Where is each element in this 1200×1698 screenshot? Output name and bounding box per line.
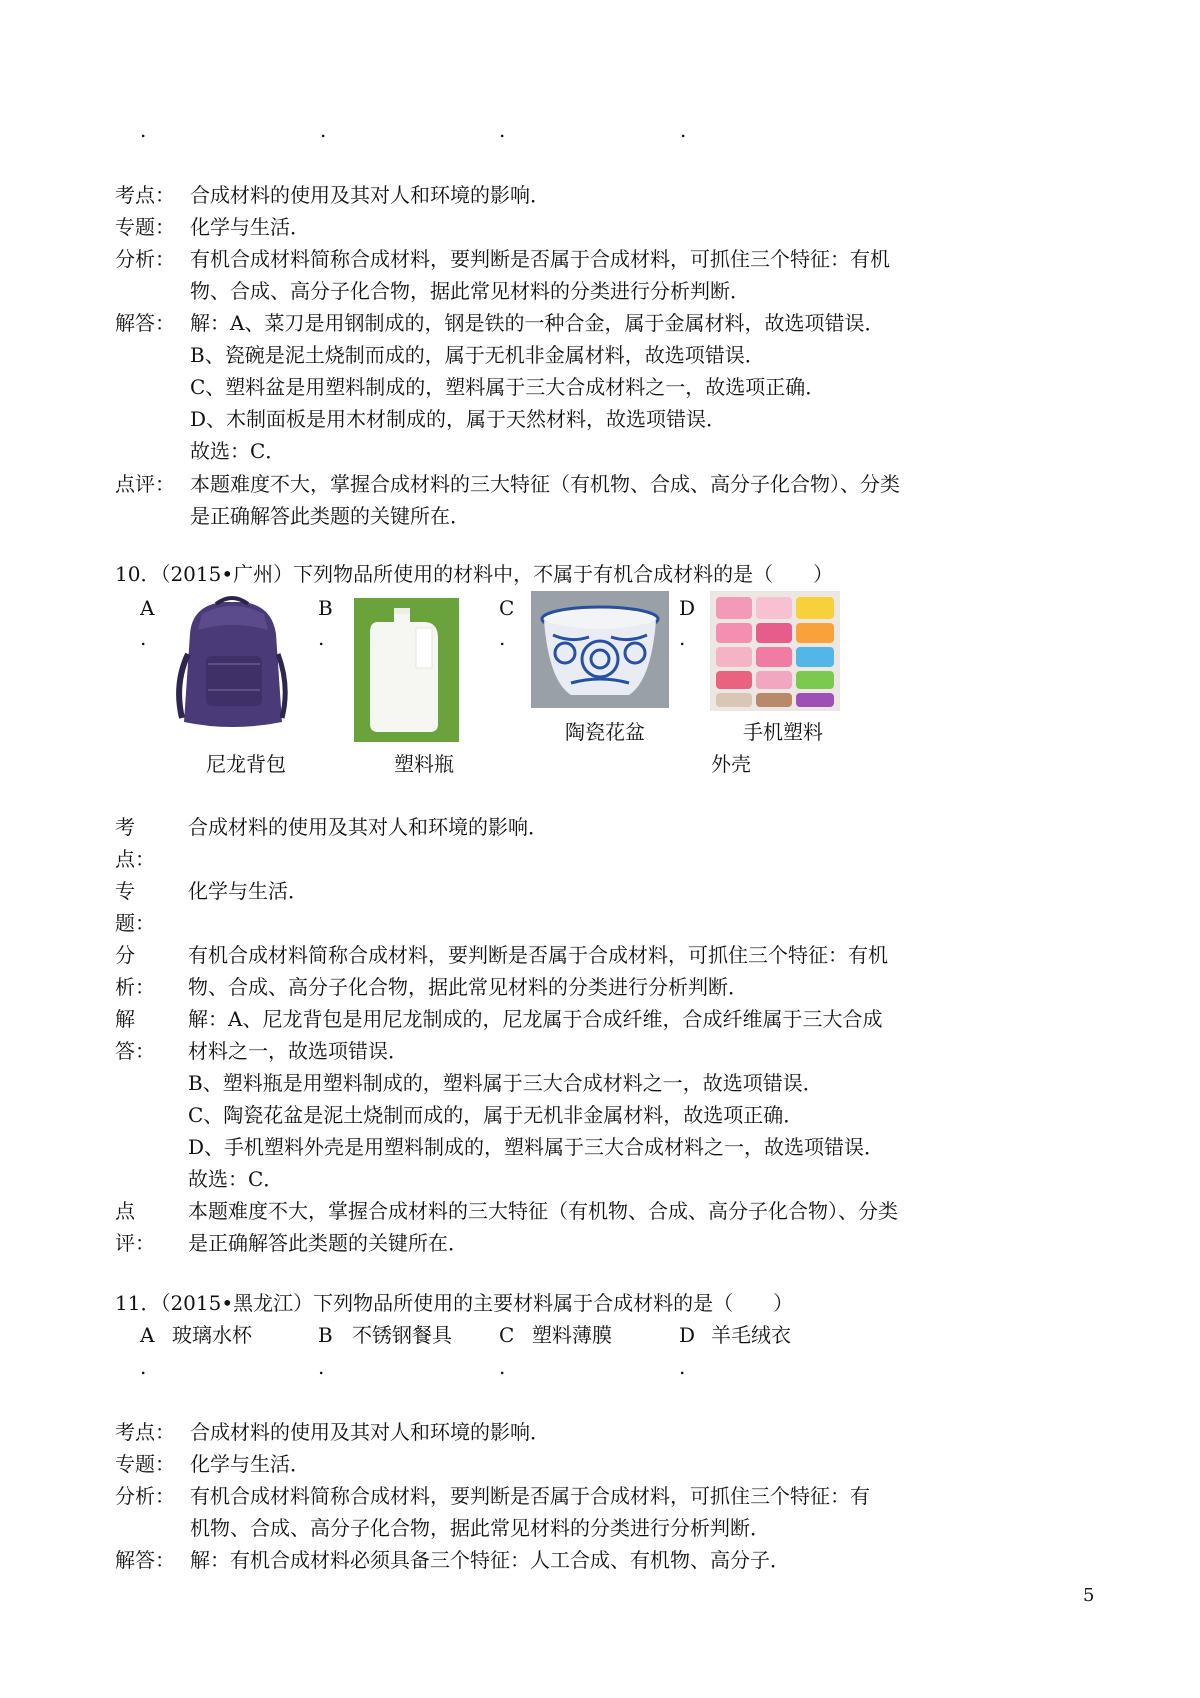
q11-option-dot: .: [140, 1355, 147, 1379]
zhuanti-label: 专题：: [115, 215, 175, 239]
q10-option-a-caption: 尼龙背包: [206, 752, 286, 776]
dianping-text: 本题难度不大，掌握合成材料的三大特征（有机物、合成、高分子化合物）、分类: [188, 1199, 898, 1223]
jieda-label: 解答：: [115, 1548, 175, 1572]
dianping-text: 本题难度不大，掌握合成材料的三大特征（有机物、合成、高分子化合物）、分类: [190, 472, 900, 496]
q10-option-c-dot: .: [499, 626, 506, 650]
fenxi-text: 物、合成、高分子化合物，据此常见材料的分类进行分析判断．: [188, 975, 748, 999]
q10-option-b-caption: 塑料瓶: [394, 752, 454, 776]
q11-option-d-letter: D: [679, 1323, 696, 1347]
dianping-label: 点: [115, 1199, 135, 1223]
jieda-text: 故选：C．: [190, 439, 286, 463]
q11-option-a-letter: A: [140, 1323, 155, 1347]
q10-option-a-letter: A: [140, 596, 155, 620]
q11-option-b-text: 不锈钢餐具: [352, 1323, 452, 1347]
q10-option-d-caption: 外壳: [711, 752, 751, 776]
fenxi-text: 有机合成材料简称合成材料，要判断是否属于合成材料，可抓住三个特征：有机: [188, 943, 888, 967]
zhuanti-text: 化学与生活．: [190, 1452, 310, 1476]
kaodian-label: 点：: [115, 847, 155, 871]
zhuanti-text: 化学与生活．: [190, 215, 310, 239]
fenxi-label: 析：: [115, 975, 155, 999]
q10-stem: 10．（2015•广州）下列物品所使用的材料中，不属于有机合成材料的是（ ）: [115, 562, 834, 586]
jieda-text: D、手机塑料外壳是用塑料制成的，塑料属于三大合成材料之一，故选项错误．: [188, 1135, 885, 1159]
dianping-text: 是正确解答此类题的关键所在．: [190, 504, 470, 528]
kaodian-text: 合成材料的使用及其对人和环境的影响．: [190, 183, 550, 207]
jieda-label: 解: [115, 1007, 135, 1031]
nylon-backpack-image: [172, 594, 292, 734]
kaodian-text: 合成材料的使用及其对人和环境的影响．: [190, 1420, 550, 1444]
q11-option-a-text: 玻璃水杯: [172, 1323, 252, 1347]
q11-option-dot: .: [499, 1355, 506, 1379]
q10-option-c-caption: 陶瓷花盆: [565, 720, 645, 744]
fenxi-label: 分析：: [115, 247, 175, 271]
zhuanti-text: 化学与生活．: [188, 879, 308, 903]
dianping-text: 是正确解答此类题的关键所在．: [188, 1231, 468, 1255]
dianping-label: 点评：: [115, 472, 175, 496]
q11-option-d-text: 羊毛绒衣: [711, 1323, 791, 1347]
fenxi-text: 机物、合成、高分子化合物，据此常见材料的分类进行分析判断．: [190, 1516, 770, 1540]
q11-stem: 11．（2015•黑龙江）下列物品所使用的主要材料属于合成材料的是（ ）: [115, 1291, 794, 1315]
q10-option-d-caption: 手机塑料: [743, 720, 823, 744]
fenxi-text: 有机合成材料简称合成材料，要判断是否属于合成材料，可抓住三个特征：有: [190, 1484, 870, 1508]
jieda-text: 材料之一，故选项错误．: [188, 1039, 408, 1063]
jieda-text: 解：A、菜刀是用钢制成的，钢是铁的一种合金，属于金属材料，故选项错误．: [190, 311, 885, 335]
dianping-label: 评：: [115, 1231, 155, 1255]
fenxi-label: 分析：: [115, 1484, 175, 1508]
kaodian-label: 考点：: [115, 183, 175, 207]
q9-option-dot: .: [499, 118, 506, 142]
phone-plastic-cases-image: [710, 591, 840, 711]
kaodian-text: 合成材料的使用及其对人和环境的影响．: [188, 815, 548, 839]
jieda-label: 答：: [115, 1039, 155, 1063]
kaodian-label: 考: [115, 815, 135, 839]
q11-option-dot: .: [318, 1355, 325, 1379]
porcelain-flowerpot-image: [531, 591, 669, 708]
q10-option-a-dot: .: [140, 626, 147, 650]
fenxi-label: 分: [115, 943, 135, 967]
fenxi-text: 物、合成、高分子化合物，据此常见材料的分类进行分析判断．: [190, 279, 750, 303]
kaodian-label: 考点：: [115, 1420, 175, 1444]
fenxi-text: 有机合成材料简称合成材料，要判断是否属于合成材料，可抓住三个特征：有机: [190, 247, 890, 271]
jieda-text: 故选：C．: [188, 1167, 284, 1191]
jieda-text: 解：有机合成材料必须具备三个特征：人工合成、有机物、高分子．: [190, 1548, 790, 1572]
zhuanti-label: 专: [115, 879, 135, 903]
q11-option-c-text: 塑料薄膜: [532, 1323, 612, 1347]
page-number: 5: [1083, 1585, 1095, 1606]
jieda-text: C、塑料盆是用塑料制成的，塑料属于三大合成材料之一，故选项正确．: [190, 375, 826, 399]
jieda-label: 解答：: [115, 311, 175, 335]
q11-option-dot: .: [679, 1355, 686, 1379]
plastic-bottle-image: [354, 598, 459, 742]
q10-option-d-letter: D: [679, 596, 696, 620]
q10-option-b-letter: B: [318, 596, 333, 620]
q9-option-dot: .: [320, 118, 327, 142]
zhuanti-label: 专题：: [115, 1452, 175, 1476]
jieda-text: B、塑料瓶是用塑料制成的，塑料属于三大合成材料之一，故选项错误．: [188, 1071, 823, 1095]
q11-option-b-letter: B: [318, 1323, 333, 1347]
q9-option-dot: .: [680, 118, 687, 142]
q10-option-d-dot: .: [679, 626, 686, 650]
jieda-text: 解：A、尼龙背包是用尼龙制成的，尼龙属于合成纤维，合成纤维属于三大合成: [188, 1007, 883, 1031]
q10-option-c-letter: C: [499, 596, 515, 620]
jieda-text: D、木制面板是用木材制成的，属于天然材料，故选项错误．: [190, 407, 727, 431]
q10-option-b-dot: .: [318, 626, 325, 650]
q11-option-c-letter: C: [499, 1323, 515, 1347]
q9-option-dot: .: [140, 118, 147, 142]
jieda-text: C、陶瓷花盆是泥土烧制而成的，属于无机非金属材料，故选项正确．: [188, 1103, 804, 1127]
zhuanti-label: 题：: [115, 911, 155, 935]
jieda-text: B、瓷碗是泥土烧制而成的，属于无机非金属材料，故选项错误．: [190, 343, 765, 367]
